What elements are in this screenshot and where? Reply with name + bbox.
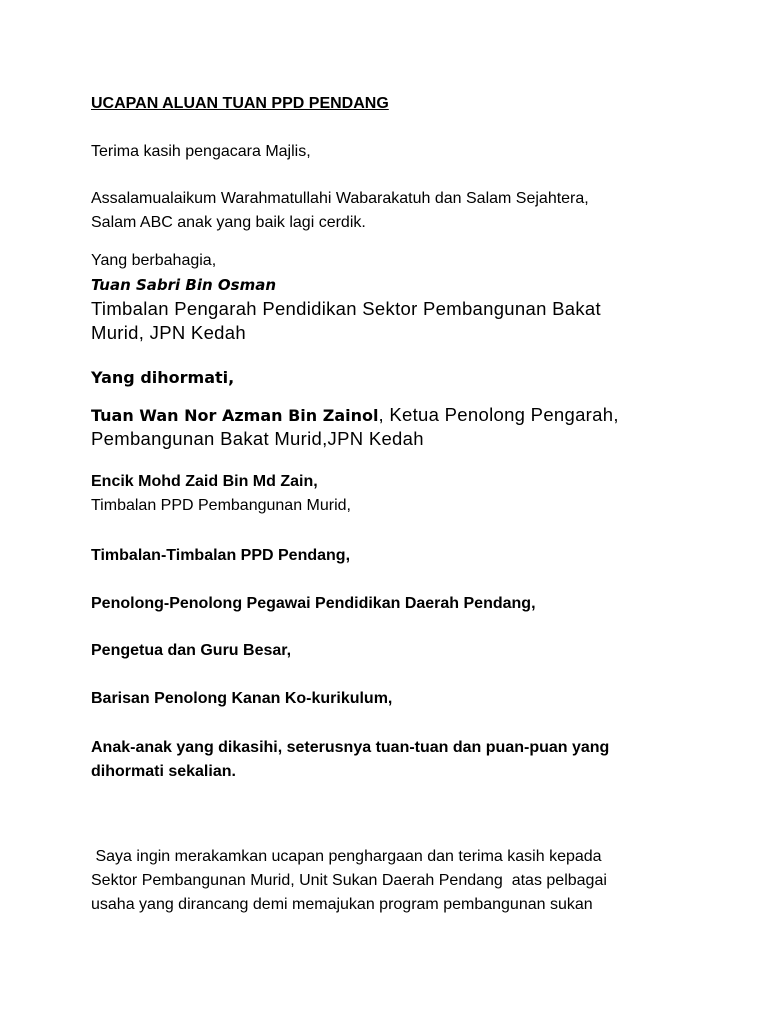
document-title: UCAPAN ALUAN TUAN PPD PENDANG <box>91 95 389 112</box>
group-ko-kurikulum: Barisan Penolong Kanan Ko-kurikulum, <box>91 690 393 707</box>
guest3-title: Timbalan PPD Pembangunan Murid, <box>91 497 351 514</box>
body-line-1: Saya ingin merakamkan ucapan penghargaan dan terima kasih kepada <box>91 848 602 865</box>
guest1-title-line-2: Murid, JPN Kedah <box>91 322 246 343</box>
group-penolong-pegawai: Penolong-Penolong Pegawai Pendidikan Daerah Pendang, <box>91 595 536 612</box>
guest2-line-1 <box>91 403 619 429</box>
guest2-title-line-2: Pembangunan Bakat Murid,JPN Kedah <box>91 428 424 449</box>
berbahagia-label: Yang berbahagia, <box>91 252 217 269</box>
body-line-3: usaha yang dirancang demi memajukan program pembangunan sukan <box>91 896 593 913</box>
salam-line-1: Assalamualaikum Warahmatullahi Wabarakatuh dan Salam Sejahtera, <box>91 190 589 207</box>
guest1-title-line-1: Timbalan Pengarah Pendidikan Sektor Pembangunan Bakat <box>91 298 601 319</box>
group-anak-line-2: dihormati sekalian. <box>91 763 236 780</box>
greeting-line: Terima kasih pengacara Majlis, <box>91 143 311 160</box>
guest1-name: Tuan Sabri Bin Osman <box>91 276 277 294</box>
group-timbalan: Timbalan-Timbalan PPD Pendang, <box>91 547 351 564</box>
group-anak-line-1: Anak-anak yang dikasihi, seterusnya tuan-tuan dan puan-puan yang <box>91 739 610 756</box>
dihormati-label: Yang dihormati, <box>91 368 235 387</box>
guest2-title-line-1: , Ketua Penolong Pengarah, <box>378 404 619 425</box>
guest3-name: Encik Mohd Zaid Bin Md Zain, <box>91 473 318 490</box>
salam-line-2: Salam ABC anak yang baik lagi cerdik. <box>91 214 366 231</box>
guest2-name: Tuan Wan Nor Azman Bin Zainol <box>91 406 379 425</box>
group-pengetua: Pengetua dan Guru Besar, <box>91 642 292 659</box>
body-line-2: Sektor Pembangunan Murid, Unit Sukan Daerah Pendang atas pelbagai <box>91 872 607 889</box>
